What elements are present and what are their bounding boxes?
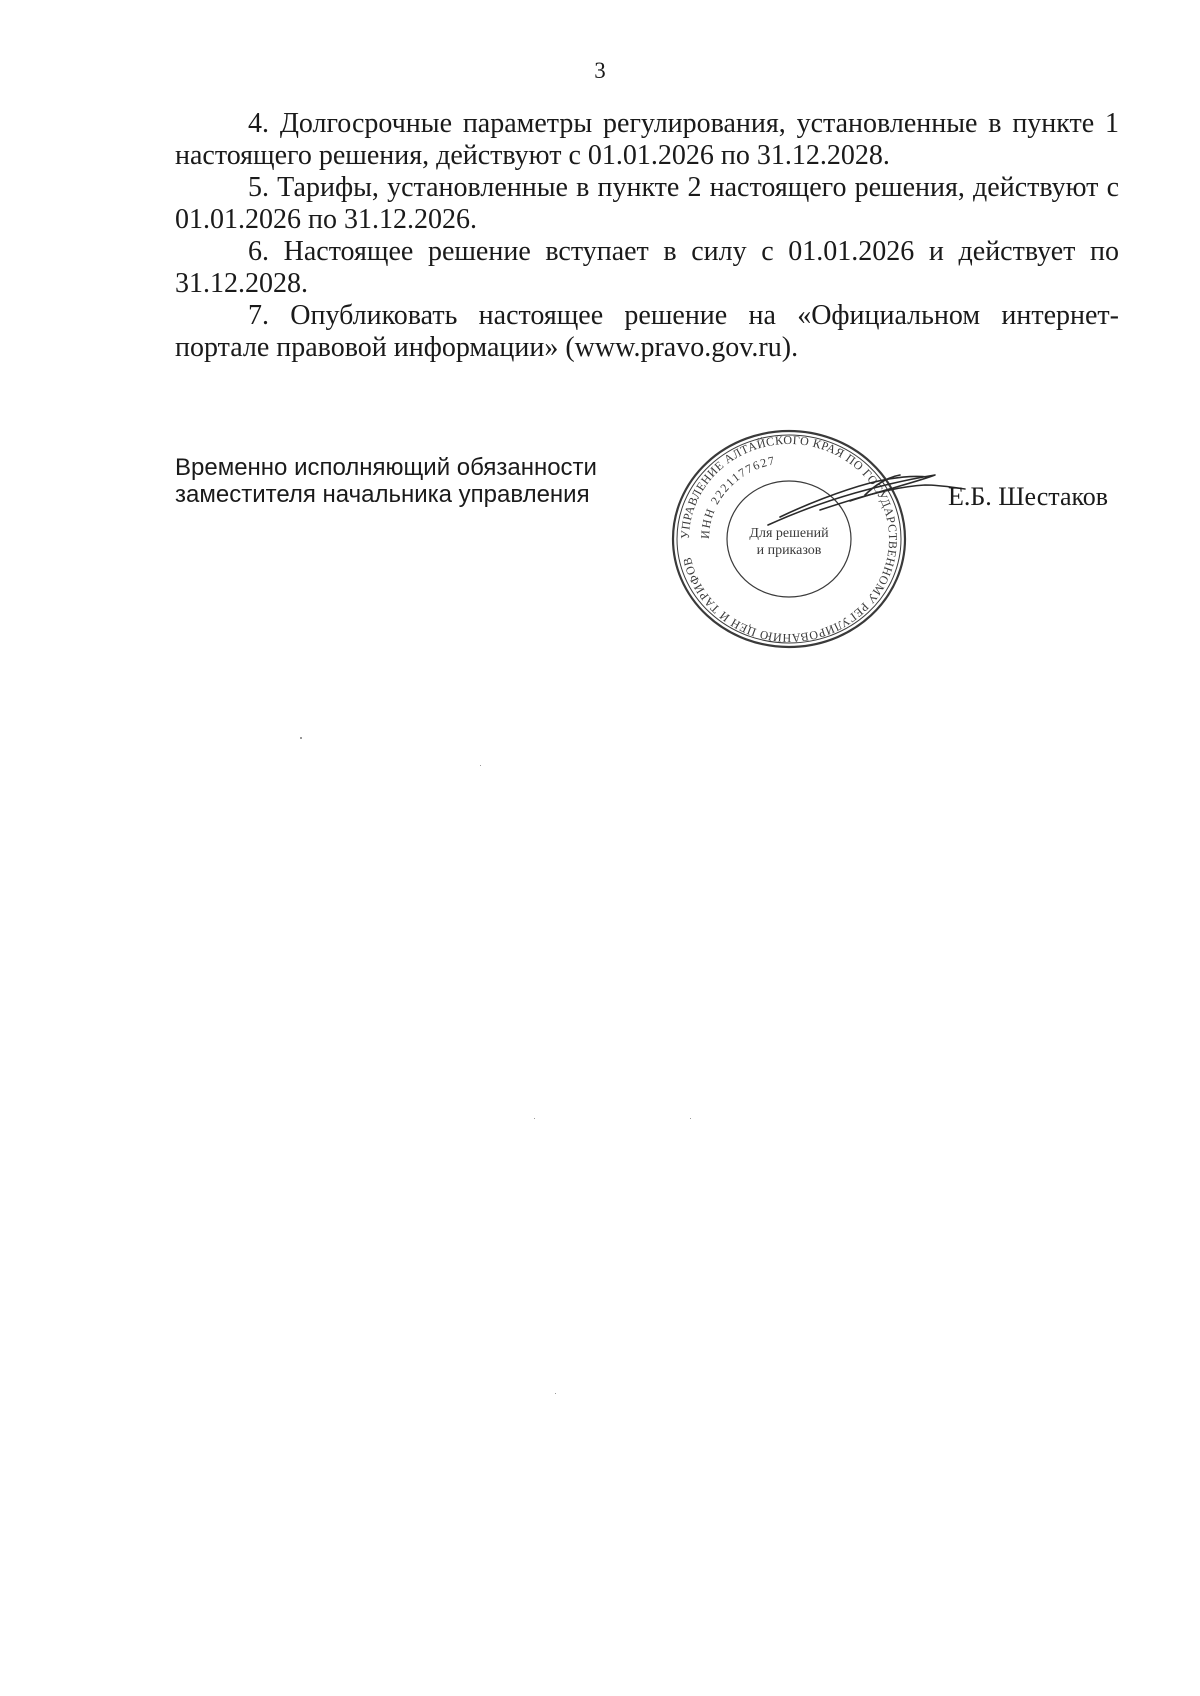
scan-speck	[300, 737, 302, 739]
seal-outer-text: УПРАВЛЕНИЕ АЛТАЙСКОГО КРАЯ ПО ГОСУДАРСТВЕННОМУ РЕГУЛИРОВАНИЮ ЦЕН И ТАРИФОВ	[677, 432, 901, 646]
paragraph-7: 7. Опубликовать настоящее решение на «Официальном интернет-портале правовой информации» (www.pravo.gov.ru).	[175, 300, 1119, 363]
paragraph-5: 5. Тарифы, установленные в пункте 2 настоящего решения, действуют с 01.01.2026 по 31.12.2026.	[175, 172, 1119, 235]
page-number: 3	[594, 58, 606, 83]
seal-inn-text: ИНН 2221177627	[697, 453, 777, 540]
scan-speck	[555, 1393, 556, 1394]
scan-speck	[480, 765, 481, 766]
position-line-2: заместителя начальника управления	[175, 481, 590, 508]
paragraph-6: 6. Настоящее решение вступает в силу с 01.01.2026 и действует по 31.12.2028.	[175, 236, 1119, 299]
decision-body	[175, 108, 1119, 364]
scan-speck	[690, 1118, 691, 1119]
paragraph-4: 4. Долгосрочные параметры регулирования, установленные в пункте 1 настоящего решения, действуют с 01.01.2026 по 31.12.2028.	[175, 108, 1119, 171]
scan-speck	[534, 1118, 535, 1119]
signer-name: Е.Б. Шестаков	[948, 482, 1109, 511]
handwritten-signature	[760, 455, 970, 540]
seal-center-line-1: Для решений	[749, 526, 829, 541]
signatory-position	[175, 454, 597, 508]
seal-center-line-2: и приказов	[756, 543, 822, 558]
position-line-1: Временно исполняющий обязанности	[175, 454, 597, 481]
